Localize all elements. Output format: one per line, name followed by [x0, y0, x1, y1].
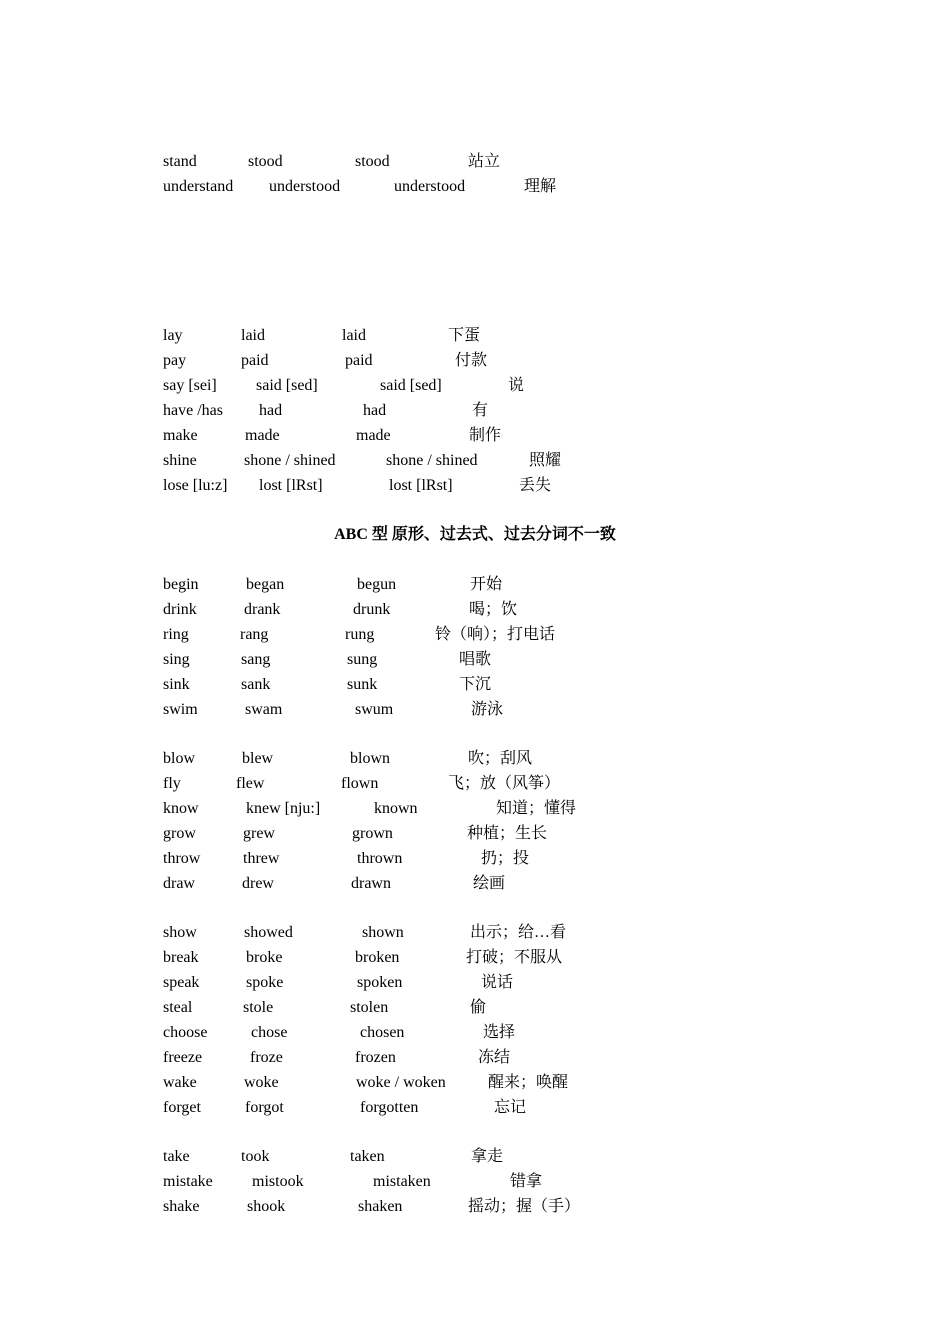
base-form: begin	[163, 576, 199, 593]
base-form: understand	[163, 178, 234, 195]
verb-group-3	[0, 572, 950, 722]
past-tense: shook	[247, 1198, 286, 1215]
past-tense: woke	[244, 1074, 279, 1091]
past-tense: sank	[241, 676, 271, 693]
past-participle: mistaken	[373, 1173, 431, 1190]
base-form: mistake	[163, 1173, 213, 1190]
verb-row	[0, 821, 950, 846]
chinese-meaning: 站立	[468, 153, 501, 170]
verb-row	[0, 622, 950, 647]
chinese-meaning: 知道；懂得	[496, 800, 577, 817]
base-form: lay	[163, 327, 183, 344]
verb-group-2	[0, 323, 950, 498]
base-form: sink	[163, 676, 190, 693]
past-participle: sung	[347, 651, 378, 668]
verb-row	[0, 149, 950, 174]
verb-row	[0, 473, 950, 498]
verb-row	[0, 572, 950, 597]
chinese-meaning: 丢失	[519, 477, 552, 494]
past-tense: stole	[243, 999, 274, 1016]
past-tense: froze	[250, 1049, 283, 1066]
verb-row	[0, 423, 950, 448]
base-form: stand	[163, 153, 197, 170]
base-form: steal	[163, 999, 193, 1016]
past-tense: paid	[241, 352, 269, 369]
verb-row	[0, 1144, 950, 1169]
past-participle: sunk	[347, 676, 378, 693]
chinese-meaning: 拿走	[471, 1148, 504, 1165]
past-participle: drunk	[353, 601, 391, 618]
chinese-meaning: 理解	[524, 178, 557, 195]
chinese-meaning: 飞；放（风筝）	[448, 775, 561, 792]
verb-group-6	[0, 1144, 950, 1219]
chinese-meaning: 下沉	[459, 676, 492, 693]
past-tense: drank	[244, 601, 281, 618]
verb-row	[0, 1070, 950, 1095]
past-participle: made	[356, 427, 391, 444]
chinese-meaning: 吹；刮风	[468, 750, 533, 767]
past-tense: forgot	[245, 1099, 284, 1116]
verb-row	[0, 323, 950, 348]
verb-group-5	[0, 920, 950, 1120]
verb-group-1	[0, 149, 950, 199]
verb-row	[0, 1045, 950, 1070]
verb-row	[0, 672, 950, 697]
past-tense: threw	[243, 850, 280, 867]
past-participle: blown	[350, 750, 390, 767]
base-form: pay	[163, 352, 187, 369]
chinese-meaning: 出示；给…看	[470, 924, 567, 941]
base-form: say [sei]	[163, 377, 217, 394]
past-participle: laid	[342, 327, 366, 344]
base-form: forget	[163, 1099, 201, 1116]
base-form: blow	[163, 750, 195, 767]
past-tense: swam	[245, 701, 283, 718]
verb-row	[0, 746, 950, 771]
chinese-meaning: 种植；生长	[467, 825, 548, 842]
chinese-meaning: 说话	[481, 974, 514, 991]
verb-row	[0, 373, 950, 398]
base-form: shine	[163, 452, 197, 469]
past-participle: stood	[355, 153, 390, 170]
past-tense: stood	[248, 153, 283, 170]
base-form: show	[163, 924, 197, 941]
past-participle: begun	[357, 576, 397, 593]
past-participle: thrown	[357, 850, 403, 867]
chinese-meaning: 错拿	[510, 1173, 543, 1190]
past-participle: known	[374, 800, 418, 817]
past-participle: rung	[345, 626, 375, 643]
chinese-meaning: 绘画	[473, 875, 506, 892]
past-tense: shone / shined	[244, 452, 336, 469]
chinese-meaning: 开始	[470, 576, 503, 593]
base-form: freeze	[163, 1049, 203, 1066]
past-participle: grown	[352, 825, 393, 842]
base-form: speak	[163, 974, 200, 991]
verb-row	[0, 174, 950, 199]
chinese-meaning: 扔；投	[481, 850, 530, 867]
past-tense: began	[246, 576, 285, 593]
base-form: draw	[163, 875, 195, 892]
verb-row	[0, 995, 950, 1020]
past-participle: broken	[355, 949, 400, 966]
past-participle: frozen	[355, 1049, 396, 1066]
past-tense: took	[241, 1148, 270, 1165]
base-form: know	[163, 800, 199, 817]
past-tense: drew	[242, 875, 274, 892]
verb-row	[0, 871, 950, 896]
base-form: wake	[163, 1074, 197, 1091]
base-form: fly	[163, 775, 181, 792]
chinese-meaning: 选择	[483, 1024, 516, 1041]
verb-row	[0, 945, 950, 970]
verb-row	[0, 920, 950, 945]
chinese-meaning: 唱歌	[459, 651, 492, 668]
past-participle: shaken	[358, 1198, 403, 1215]
base-form: drink	[163, 601, 197, 618]
chinese-meaning: 偷	[470, 999, 487, 1016]
verb-row	[0, 1020, 950, 1045]
verb-row	[0, 1194, 950, 1219]
verb-row	[0, 1169, 950, 1194]
past-tense: made	[245, 427, 280, 444]
past-participle: stolen	[350, 999, 389, 1016]
verb-row	[0, 796, 950, 821]
chinese-meaning: 制作	[469, 427, 502, 444]
section-heading-abc: ABC 型 原形、过去式、过去分词不一致	[334, 526, 616, 543]
past-participle: shown	[362, 924, 404, 941]
base-form: ring	[163, 626, 189, 643]
base-form: have /has	[163, 402, 223, 419]
past-participle: flown	[341, 775, 379, 792]
verb-row	[0, 1095, 950, 1120]
past-tense: sang	[241, 651, 271, 668]
past-participle: had	[363, 402, 387, 419]
past-participle: drawn	[351, 875, 391, 892]
base-form: throw	[163, 850, 201, 867]
past-tense: said [sed]	[256, 377, 318, 394]
verb-row	[0, 597, 950, 622]
base-form: lose [lu:z]	[163, 477, 228, 494]
past-tense: lost [lRst]	[259, 477, 323, 494]
base-form: break	[163, 949, 199, 966]
past-participle: swum	[355, 701, 394, 718]
verb-row	[0, 771, 950, 796]
past-participle: shone / shined	[386, 452, 478, 469]
verb-row	[0, 398, 950, 423]
chinese-meaning: 说	[508, 377, 525, 394]
past-tense: showed	[244, 924, 293, 941]
base-form: make	[163, 427, 198, 444]
chinese-meaning: 有	[472, 402, 489, 419]
chinese-meaning: 喝；饮	[469, 601, 518, 618]
verb-row	[0, 970, 950, 995]
base-form: swim	[163, 701, 198, 718]
past-participle: woke / woken	[356, 1074, 446, 1091]
chinese-meaning: 冻结	[478, 1049, 511, 1066]
verb-row	[0, 846, 950, 871]
chinese-meaning: 醒来；唤醒	[488, 1074, 569, 1091]
verb-row	[0, 647, 950, 672]
past-participle: spoken	[357, 974, 403, 991]
past-participle: chosen	[360, 1024, 405, 1041]
chinese-meaning: 铃（响）；打电话	[435, 626, 556, 643]
past-tense: had	[259, 402, 283, 419]
verb-row	[0, 348, 950, 373]
chinese-meaning: 打破；不服从	[466, 949, 563, 966]
verb-row	[0, 697, 950, 722]
base-form: grow	[163, 825, 196, 842]
past-participle: paid	[345, 352, 373, 369]
chinese-meaning: 摇动；握（手）	[468, 1198, 581, 1215]
past-tense: flew	[236, 775, 265, 792]
chinese-meaning: 游泳	[471, 701, 504, 718]
chinese-meaning: 照耀	[529, 452, 562, 469]
past-tense: understood	[269, 178, 341, 195]
chinese-meaning: 付款	[455, 352, 488, 369]
past-tense: blew	[242, 750, 274, 767]
past-tense: broke	[246, 949, 283, 966]
past-tense: knew [nju:]	[246, 800, 321, 817]
past-participle: said [sed]	[380, 377, 442, 394]
verb-group-4	[0, 746, 950, 896]
past-participle: understood	[394, 178, 466, 195]
base-form: shake	[163, 1198, 200, 1215]
verb-row	[0, 448, 950, 473]
base-form: choose	[163, 1024, 208, 1041]
chinese-meaning: 忘记	[494, 1099, 527, 1116]
past-tense: laid	[241, 327, 265, 344]
past-tense: rang	[240, 626, 269, 643]
past-tense: mistook	[252, 1173, 304, 1190]
past-participle: forgotten	[360, 1099, 419, 1116]
past-tense: spoke	[246, 974, 284, 991]
base-form: sing	[163, 651, 190, 668]
past-participle: lost [lRst]	[389, 477, 453, 494]
past-participle: taken	[350, 1148, 385, 1165]
base-form: take	[163, 1148, 190, 1165]
past-tense: grew	[243, 825, 275, 842]
past-tense: chose	[251, 1024, 288, 1041]
chinese-meaning: 下蛋	[448, 327, 481, 344]
